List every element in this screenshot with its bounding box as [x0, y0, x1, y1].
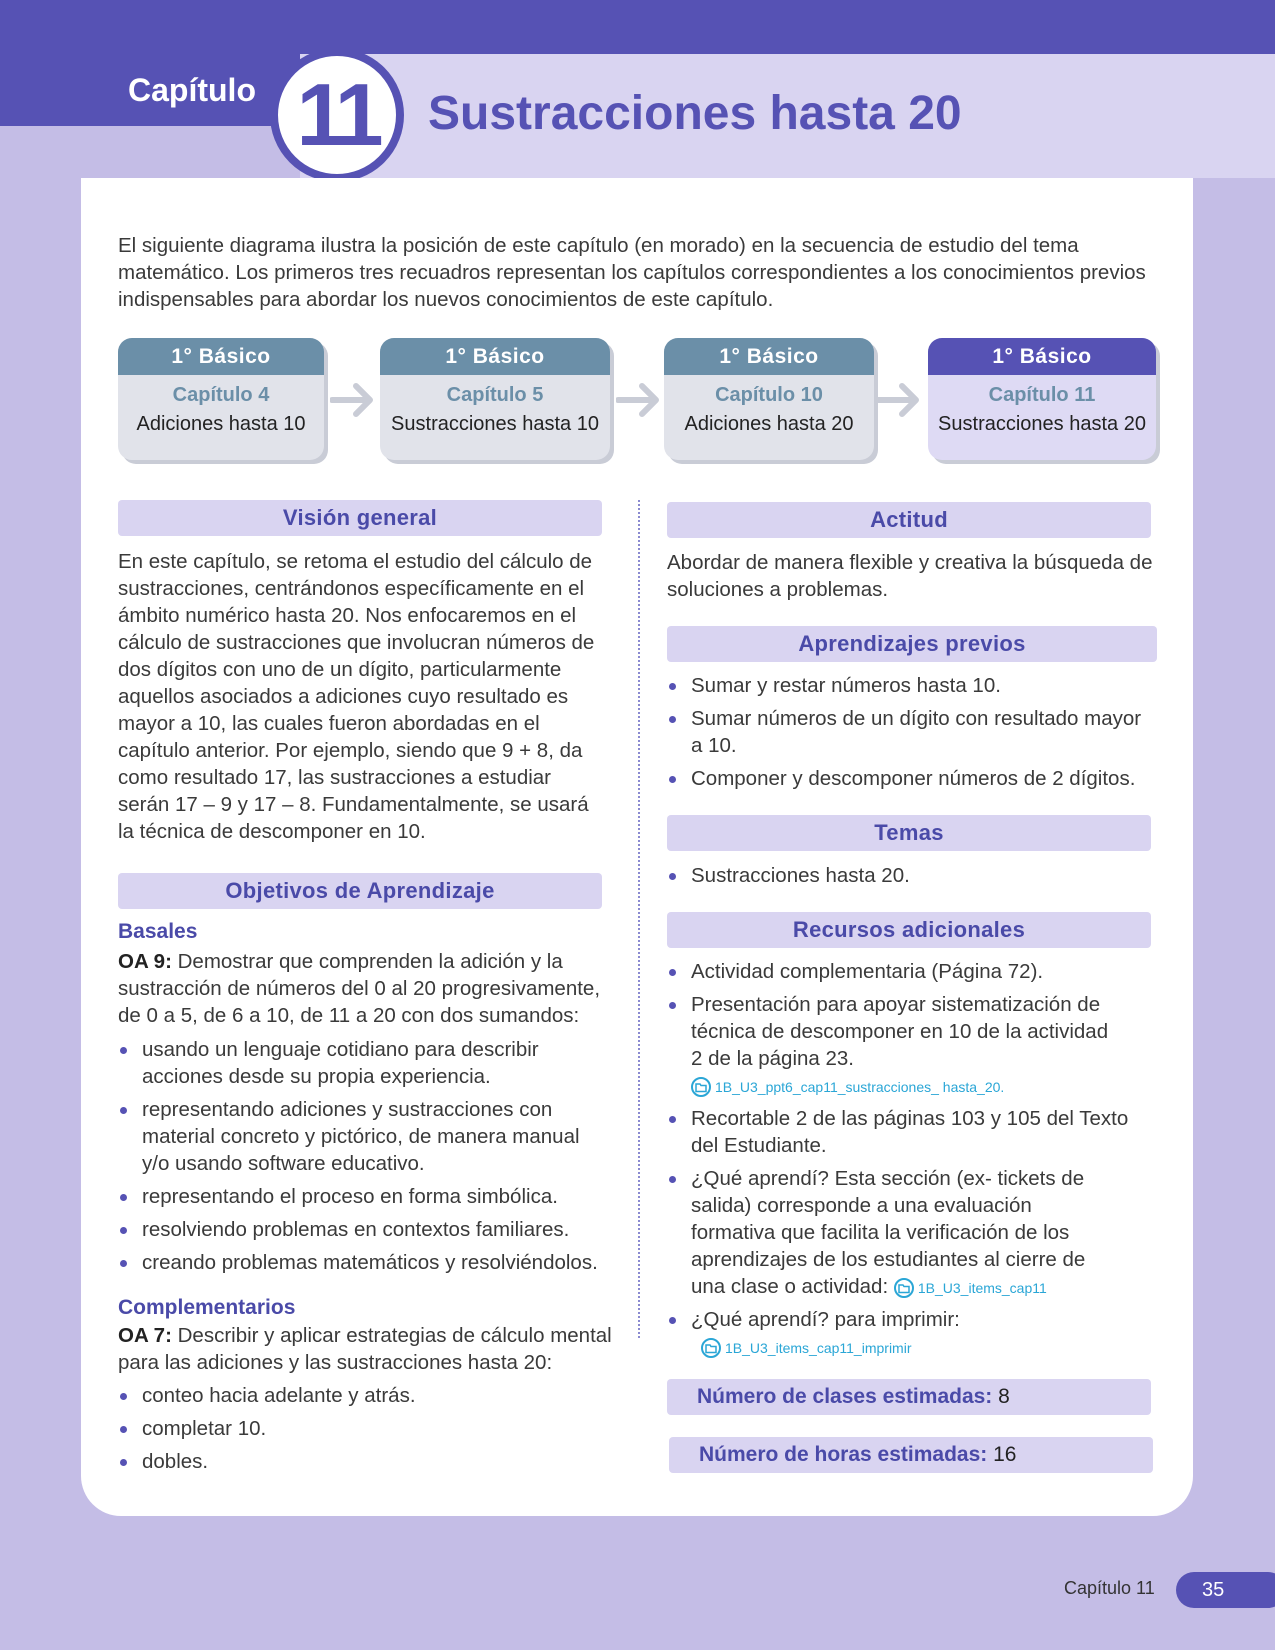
sequence-box-current — [928, 338, 1156, 460]
sequence-chapter: Capítulo 4 — [172, 384, 270, 406]
oa9-list — [118, 1036, 608, 1282]
list-item: usando un lenguaje cotidiano para describir acciones desde su propia experiencia. — [118, 1036, 608, 1090]
resource-link-label[interactable]: 1B_U3_items_cap11 — [917, 1279, 1047, 1296]
column-divider — [638, 500, 640, 1338]
resource-link-label[interactable]: 1B_U3_items_cap11_imprimir — [725, 1339, 912, 1356]
resource-link[interactable] — [701, 1338, 911, 1358]
clases-value: 8 — [998, 1385, 1010, 1408]
temas-heading: Temas — [667, 815, 1151, 851]
sequence-chapter: Capítulo 11 — [988, 384, 1096, 406]
list-item — [667, 958, 1161, 985]
oa9-text — [118, 948, 608, 1029]
chapter-label: Capítulo — [128, 72, 256, 108]
oa7-list — [118, 1382, 608, 1481]
list-item: representando adiciones y sustracciones con material concreto y pictórico, de manera manual y/o usando software educativo. — [118, 1096, 608, 1177]
objetivos-heading: Objetivos de Aprendizaje — [118, 873, 602, 909]
temas-list — [667, 862, 1157, 895]
list-item: conteo hacia adelante y atrás. — [118, 1382, 608, 1409]
sequence-name: Sustracciones hasta 20 — [938, 413, 1146, 435]
recursos-list — [667, 958, 1161, 1366]
horas-value: 16 — [993, 1443, 1017, 1466]
oa9-description: Demostrar que comprenden la adición y la sustracción de números del 0 al 20 progresivamente, de 0 a 5, de 6 a 10, de 11 a 20 con dos sumandos: — [118, 950, 601, 1027]
recurso-text: ¿Qué aprendí? para imprimir: — [691, 1308, 960, 1331]
list-item — [667, 1306, 1161, 1360]
list-item — [667, 1165, 1161, 1300]
actitud-heading: Actitud — [667, 502, 1151, 538]
oa7-description: Describir y aplicar estrategias de cálculo mental para las adiciones y las sustracciones hasta 20: — [118, 1324, 612, 1374]
sequence-chapter: Capítulo 10 — [715, 384, 823, 406]
intro-paragraph: El siguiente diagrama ilustra la posición de este capítulo (en morado) en la secuencia de estudio del tema matemático. Los primeros tres recuadros representan los capítulos correspondientes a los conocimientos previos indispensables para abordar los nuevos conocimientos de este capítulo. — [118, 234, 1146, 311]
folder-link-icon — [894, 1278, 914, 1298]
list-item: resolviendo problemas en contextos familiares. — [118, 1216, 608, 1243]
list-item: creando problemas matemáticos y resolviéndolos. — [118, 1249, 608, 1276]
arrow-right-icon — [330, 380, 376, 420]
folder-link-icon — [691, 1077, 711, 1097]
sequence-box-2 — [380, 338, 610, 460]
vision-text: En este capítulo, se retoma el estudio del cálculo de sustracciones, centrándonos específicamente en el ámbito numérico hasta 20. Nos enfocaremos en el cálculo de sustracciones que involucran números de dos dígitos con uno de un dígito, particularmente aquellos asociados a adiciones cuyo resultado es mayor a 10, las cuales fueron abordadas en el capítulo anterior. Por ejemplo, siendo que 9 + 8, da como resultado 17, las sustracciones a estudiar serán 17 – 9 y 17 – 8. Fundamentalmente, se usará la técnica de descomponer en 10. — [118, 550, 595, 843]
arrow-right-icon — [876, 380, 922, 420]
clases-label: Número de clases estimadas: — [697, 1385, 993, 1408]
chapter-number: 11 — [270, 48, 404, 182]
resource-link[interactable] — [894, 1278, 1047, 1298]
page-number: 35 — [1176, 1572, 1275, 1608]
previos-heading: Aprendizajes previos — [667, 626, 1157, 662]
oa9-code: OA 9: — [118, 950, 172, 973]
folder-link-icon — [701, 1338, 721, 1358]
sequence-box-3 — [664, 338, 874, 460]
recurso-text: ¿Qué aprendí? Esta sección (ex- tickets de salida) corresponde a una evaluación formativa que facilita la verificación de los aprendizajes de los estudiantes al cierre de una clase o actividad: — [691, 1167, 1086, 1298]
page-title: Sustracciones hasta 20 — [428, 87, 962, 140]
complementarios-heading: Complementarios — [118, 1296, 296, 1319]
sequence-level: 1° Básico — [928, 338, 1156, 375]
previos-list — [667, 672, 1157, 798]
sequence-name: Adiciones hasta 20 — [684, 413, 854, 435]
sequence-level: 1° Básico — [664, 338, 874, 375]
resource-link[interactable] — [691, 1077, 1004, 1097]
list-item — [667, 1105, 1161, 1159]
list-item: completar 10. — [118, 1415, 608, 1442]
oa7-text — [118, 1322, 618, 1376]
sequence-level: 1° Básico — [118, 338, 324, 375]
basales-heading: Basales — [118, 920, 198, 943]
arrow-right-icon — [616, 380, 662, 420]
sequence-level: 1° Básico — [380, 338, 610, 375]
recurso-text: Recortable 2 de las páginas 103 y 105 del Texto del Estudiante. — [691, 1107, 1129, 1157]
list-item: Sumar y restar números hasta 10. — [667, 672, 1157, 699]
recursos-heading: Recursos adicionales — [667, 912, 1151, 948]
sequence-name: Adiciones hasta 10 — [136, 413, 306, 435]
horas-estimadas — [669, 1437, 1153, 1473]
list-item — [667, 991, 1161, 1099]
actitud-text: Abordar de manera flexible y creativa la búsqueda de soluciones a problemas. — [667, 551, 1153, 601]
list-item: representando el proceso en forma simbólica. — [118, 1183, 608, 1210]
top-band — [0, 0, 1275, 54]
clases-estimadas — [667, 1379, 1151, 1415]
list-item: Componer y descomponer números de 2 dígitos. — [667, 765, 1157, 792]
list-item: Sumar números de un dígito con resultado mayor a 10. — [667, 705, 1157, 759]
footer-chapter: Capítulo 11 — [1064, 1578, 1155, 1598]
horas-label: Número de horas estimadas: — [699, 1443, 988, 1466]
oa7-code: OA 7: — [118, 1324, 172, 1347]
list-item: Sustracciones hasta 20. — [667, 862, 1157, 889]
sequence-box-1 — [118, 338, 324, 460]
sequence-chapter: Capítulo 5 — [446, 384, 544, 406]
recurso-text: Presentación para apoyar sistematización de técnica de descomponer en 10 de la actividad 2 de la página 23. — [691, 993, 1109, 1070]
resource-link-label[interactable]: 1B_U3_ppt6_cap11_sustracciones_ hasta_20. — [715, 1078, 1005, 1095]
vision-heading: Visión general — [118, 500, 602, 536]
list-item: dobles. — [118, 1448, 608, 1475]
sequence-name: Sustracciones hasta 10 — [391, 413, 599, 435]
recurso-text: Actividad complementaria (Página 72). — [691, 960, 1044, 983]
